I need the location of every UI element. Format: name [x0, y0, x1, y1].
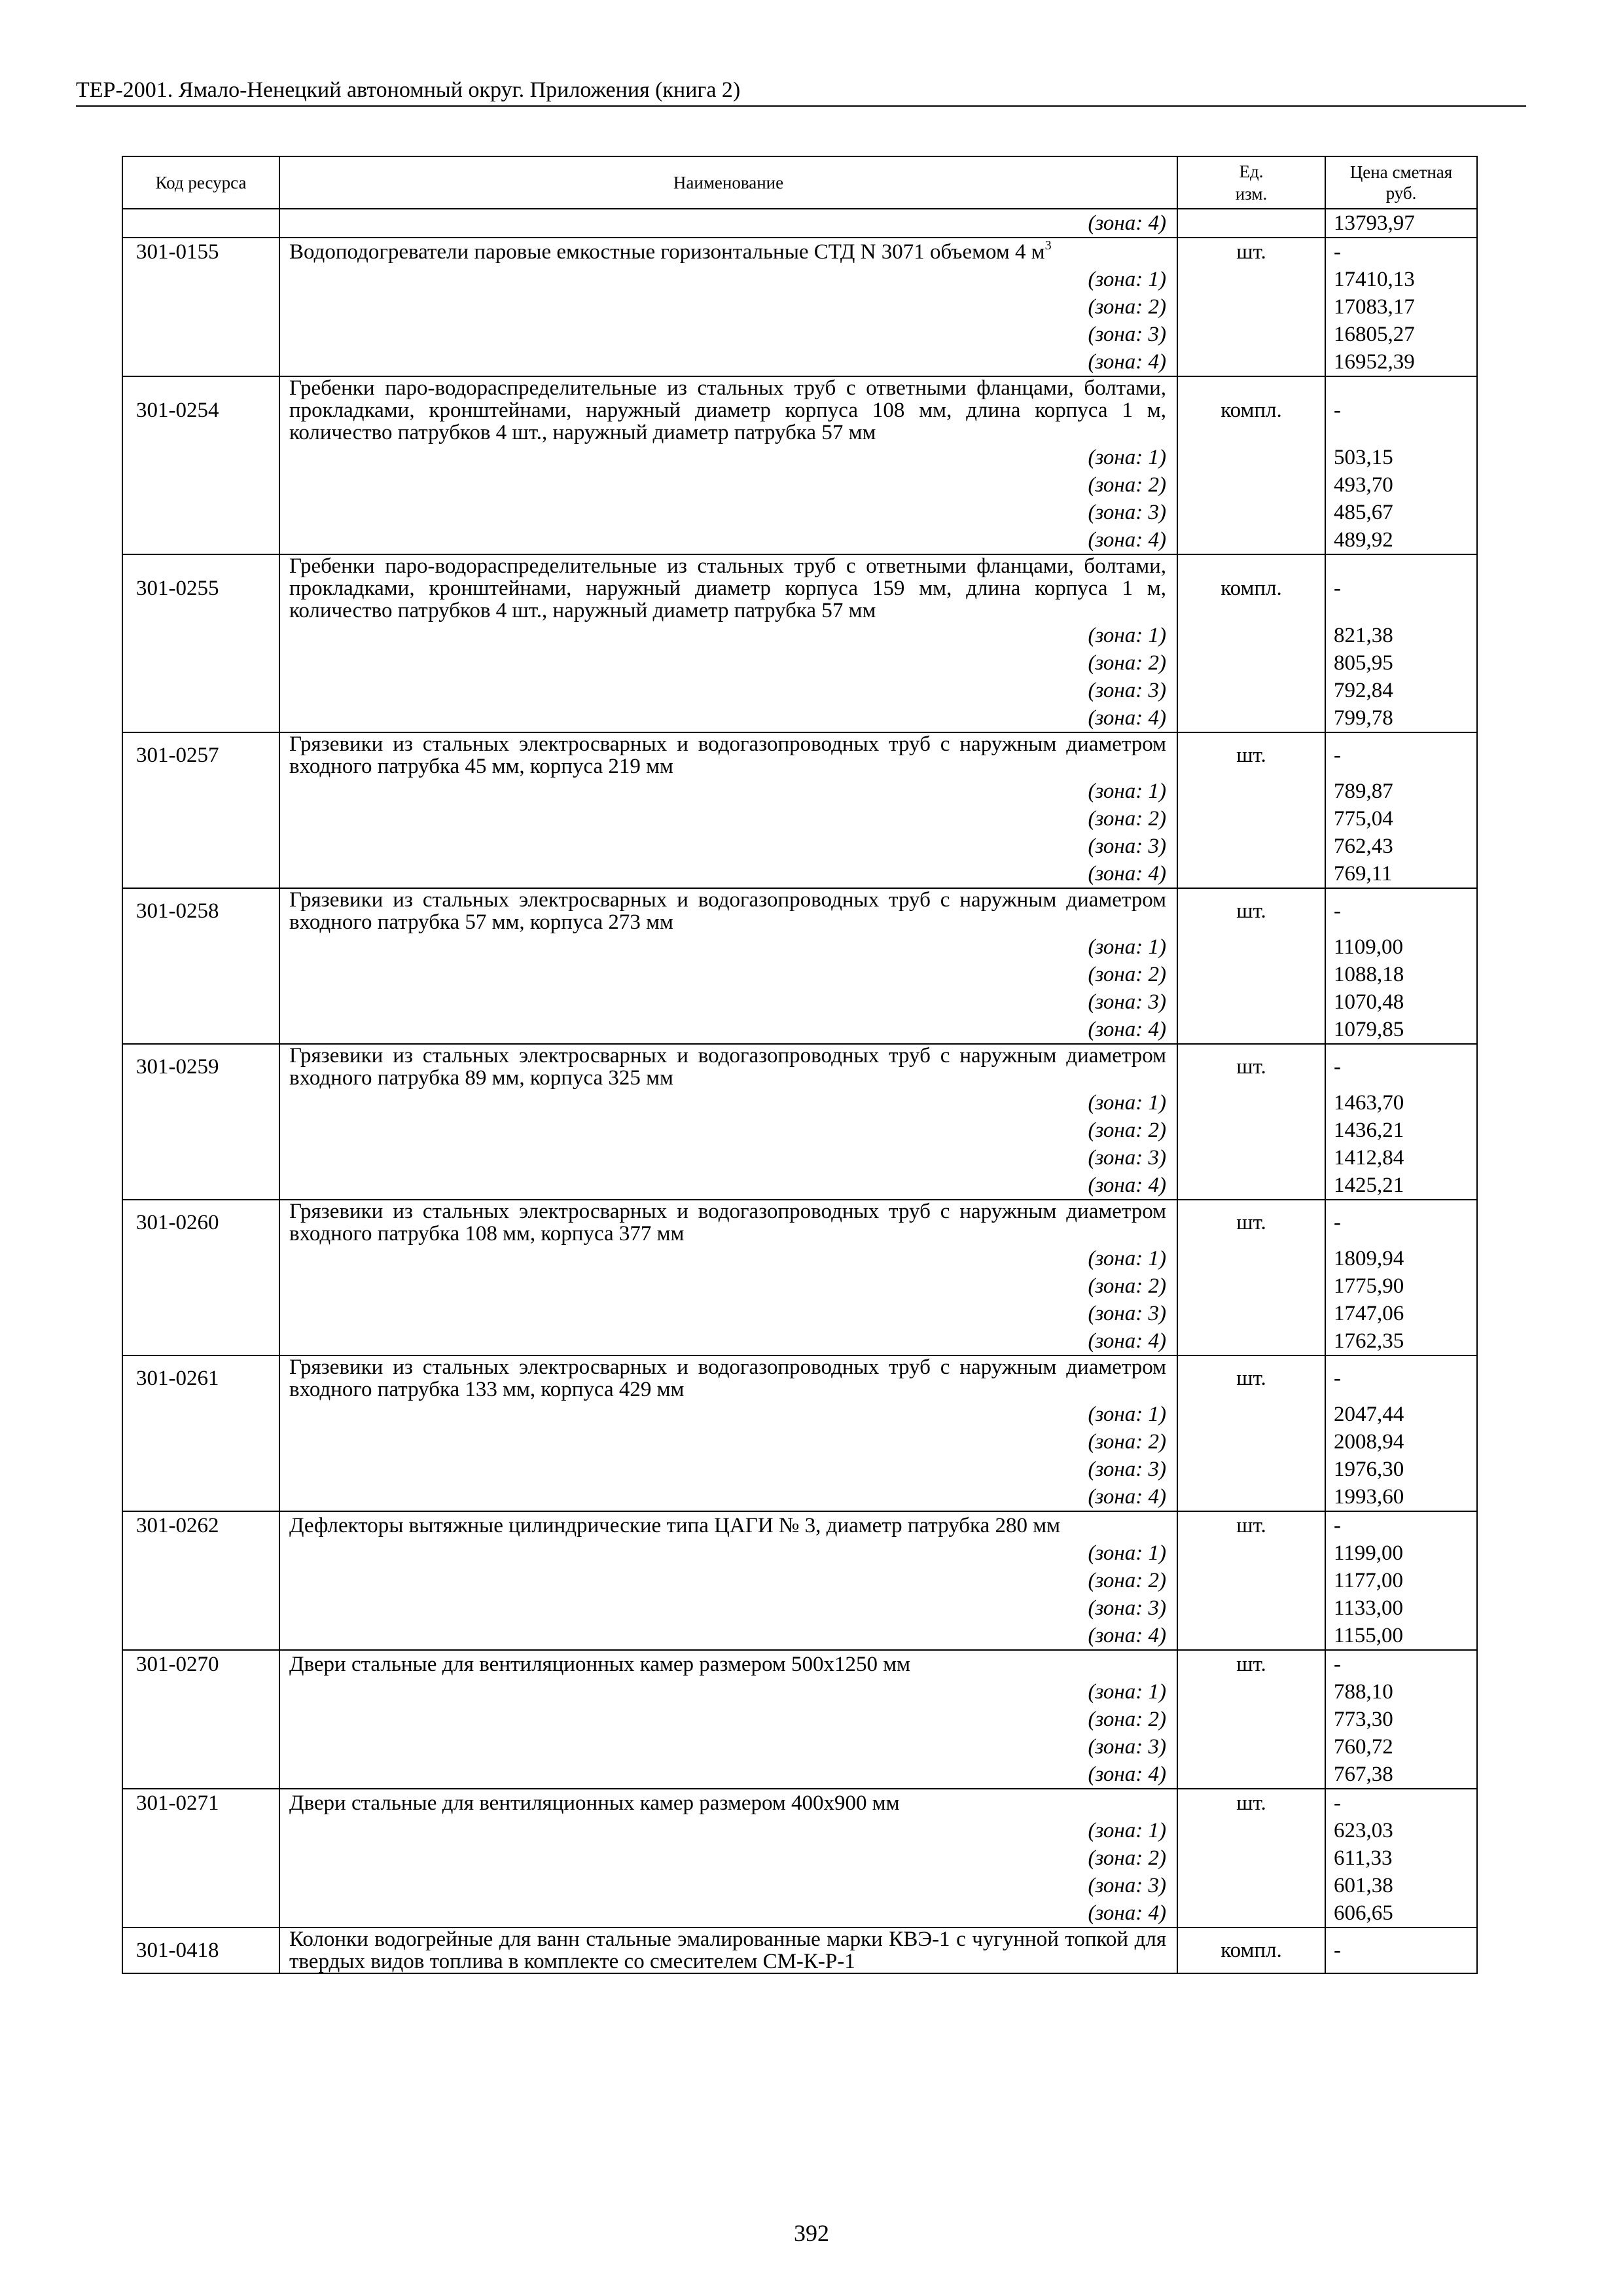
zone-row — [122, 1456, 1477, 1483]
table-row — [122, 888, 1477, 933]
table-row — [122, 1650, 1477, 1678]
item-name-text: Двери стальные для вентиляционных камер размером 400х900 мм — [289, 1791, 900, 1815]
column-header-unit — [1177, 156, 1325, 209]
zone-label: (зона: 2) — [279, 1272, 1177, 1300]
zone-price: 1155,00 — [1325, 1622, 1477, 1650]
price-table — [122, 156, 1478, 1974]
item-unit: компл. — [1177, 1928, 1325, 1973]
zone-label: (зона: 2) — [279, 471, 1177, 499]
item-code: 301-0418 — [122, 1928, 279, 1973]
zone-label: (зона: 3) — [279, 833, 1177, 860]
zone-label: (зона: 3) — [279, 1456, 1177, 1483]
column-header-unit-line1: Ед. — [1239, 162, 1264, 181]
zone-row — [122, 1622, 1477, 1650]
zone-label: (зона: 4) — [279, 1622, 1177, 1650]
item-unit: шт. — [1177, 1511, 1325, 1539]
zone-label: (зона: 2) — [279, 1428, 1177, 1456]
zone-row — [122, 1678, 1477, 1706]
zone-price: 503,15 — [1325, 444, 1477, 471]
zone-price: 1109,00 — [1325, 933, 1477, 961]
item-name-text: Водоподогреватели паровые емкостные горизонтальные СТД N 3071 объемом 4 м — [289, 240, 1045, 264]
zone-row — [122, 1594, 1477, 1622]
item-name-text: Гребенки паро-водораспределительные из стальных труб с ответными фланцами, болтами, прокладками, кронштейнами, наружный диаметр корпуса 159 мм, длина корпуса 1 м, количество патрубков 4 шт., наружный диаметр патрубка 57 мм — [289, 554, 1166, 622]
zone-label: (зона: 3) — [279, 1144, 1177, 1172]
zone-price: 17083,17 — [1325, 293, 1477, 321]
zone-row — [122, 1172, 1477, 1200]
running-title: ТЕР-2001. Ямало-Ненецкий автономный округ. Приложения (книга 2) — [76, 78, 741, 102]
zone-label: (зона: 1) — [279, 1089, 1177, 1117]
table-row — [122, 1511, 1477, 1539]
zone-price: 788,10 — [1325, 1678, 1477, 1706]
zone-row — [122, 1272, 1477, 1300]
zone-price: 767,38 — [1325, 1761, 1477, 1789]
item-name-text: Дефлекторы вытяжные цилиндрические типа ЦАГИ № 3, диаметр патрубка 280 мм — [289, 1514, 1060, 1537]
zone-price: 1133,00 — [1325, 1594, 1477, 1622]
item-name — [279, 888, 1177, 933]
item-code: 301-0259 — [122, 1044, 279, 1089]
zone-row — [122, 1899, 1477, 1928]
item-name-text: Грязевики из стальных электросварных и водогазопроводных труб с наружным диаметром входного патрубка 108 мм, корпуса 377 мм — [289, 1200, 1166, 1246]
zone-label: (зона: 3) — [279, 321, 1177, 348]
zone-price: 1199,00 — [1325, 1539, 1477, 1567]
zone-price: 1976,30 — [1325, 1456, 1477, 1483]
column-header-name: Наименование — [279, 156, 1177, 209]
zone-label: (зона: 2) — [279, 1706, 1177, 1733]
item-name — [279, 376, 1177, 444]
item-base-price: - — [1325, 732, 1477, 778]
item-code: 301-0258 — [122, 888, 279, 933]
item-base-price: - — [1325, 1789, 1477, 1817]
item-name — [279, 238, 1177, 266]
zone-price: 1747,06 — [1325, 1300, 1477, 1327]
zone-label: (зона: 3) — [279, 677, 1177, 704]
zone-price: 606,65 — [1325, 1899, 1477, 1928]
item-code: 301-0254 — [122, 376, 279, 444]
zone-price: 773,30 — [1325, 1706, 1477, 1733]
zone-row — [122, 778, 1477, 805]
item-base-price: - — [1325, 554, 1477, 622]
zone-price: 17410,13 — [1325, 266, 1477, 293]
zone-label: (зона: 4) — [279, 860, 1177, 888]
item-unit: шт. — [1177, 1044, 1325, 1089]
zone-price: 799,78 — [1325, 704, 1477, 732]
item-name — [279, 554, 1177, 622]
column-header-code: Код ресурса — [122, 156, 279, 209]
zone-row — [122, 266, 1477, 293]
table-header-row — [122, 156, 1477, 209]
item-name-text: Колонки водогрейные для ванн стальные эмалированные марки КВЭ-1 с чугунной топкой для твердых видов топлива в комплекте со смесителем СМ-К-Р-1 — [289, 1928, 1166, 1973]
item-base-price: - — [1325, 1511, 1477, 1539]
zone-row — [122, 1567, 1477, 1594]
zone-price: 1088,18 — [1325, 961, 1477, 988]
zone-row — [122, 1706, 1477, 1733]
zone-label: (зона: 2) — [279, 961, 1177, 988]
table-row — [122, 732, 1477, 778]
item-code: 301-0255 — [122, 554, 279, 622]
zone-row — [122, 1872, 1477, 1899]
table-row — [122, 1355, 1477, 1401]
zone-label: (зона: 4) — [279, 1761, 1177, 1789]
zone-row — [122, 293, 1477, 321]
item-unit: компл. — [1177, 554, 1325, 622]
zone-label: (зона: 2) — [279, 649, 1177, 677]
zone-row — [122, 1117, 1477, 1144]
zone-row — [122, 526, 1477, 554]
zone-row — [122, 988, 1477, 1016]
zone-price: 1425,21 — [1325, 1172, 1477, 1200]
zone-label: (зона: 2) — [279, 1117, 1177, 1144]
zone-row — [122, 444, 1477, 471]
item-unit: шт. — [1177, 1355, 1325, 1401]
zone-label: (зона: 2) — [279, 1844, 1177, 1872]
item-code: 301-0262 — [122, 1511, 279, 1539]
item-name-text: Гребенки паро-водораспределительные из стальных труб с ответными фланцами, болтами, прокладками, кронштейнами, наружный диаметр корпуса 108 мм, длина корпуса 1 м, количество патрубков 4 шт., наружный диаметр патрубка 57 мм — [289, 376, 1166, 444]
table-row — [122, 1928, 1477, 1973]
column-header-price-line1: Цена сметная — [1349, 162, 1453, 182]
item-base-price: - — [1325, 376, 1477, 444]
zone-price: 769,11 — [1325, 860, 1477, 888]
item-name — [279, 1511, 1177, 1539]
zone-row — [122, 649, 1477, 677]
zone-row — [122, 348, 1477, 376]
item-base-price: - — [1325, 1650, 1477, 1678]
zone-label: (зона: 3) — [279, 1872, 1177, 1899]
zone-price: 760,72 — [1325, 1733, 1477, 1761]
zone-label: (зона: 3) — [279, 1300, 1177, 1327]
zone-row — [122, 1327, 1477, 1355]
item-code: 301-0271 — [122, 1789, 279, 1817]
zone-row — [122, 677, 1477, 704]
zone-row — [122, 961, 1477, 988]
item-name-text: Грязевики из стальных электросварных и водогазопроводных труб с наружным диаметром входного патрубка 57 мм, корпуса 273 мм — [289, 888, 1166, 934]
zone-label: (зона: 1) — [279, 1817, 1177, 1844]
zone-price: 1079,85 — [1325, 1016, 1477, 1044]
zone-label: (зона: 3) — [279, 1594, 1177, 1622]
zone-row — [122, 1144, 1477, 1172]
zone-row — [122, 622, 1477, 649]
column-header-price — [1325, 156, 1477, 209]
column-header-unit-line2: изм. — [1235, 184, 1268, 204]
item-unit: шт. — [1177, 1650, 1325, 1678]
zone-row — [122, 1428, 1477, 1456]
zone-label: (зона: 1) — [279, 1401, 1177, 1428]
zone-price: 16805,27 — [1325, 321, 1477, 348]
zone-label: (зона: 3) — [279, 1733, 1177, 1761]
item-code: 301-0257 — [122, 732, 279, 778]
item-base-price: - — [1325, 238, 1477, 266]
zone-price: 623,03 — [1325, 1817, 1477, 1844]
item-base-price: - — [1325, 1928, 1477, 1973]
zone-row — [122, 860, 1477, 888]
zone-price: 2008,94 — [1325, 1428, 1477, 1456]
item-unit: шт. — [1177, 238, 1325, 266]
zone-price: 485,67 — [1325, 499, 1477, 526]
zone-row — [122, 499, 1477, 526]
zone-label: (зона: 4) — [279, 209, 1177, 238]
zone-row — [122, 1089, 1477, 1117]
item-unit: шт. — [1177, 888, 1325, 933]
zone-price: 493,70 — [1325, 471, 1477, 499]
zone-row — [122, 933, 1477, 961]
table-row — [122, 1200, 1477, 1245]
zone-label: (зона: 4) — [279, 526, 1177, 554]
zone-price: 1993,60 — [1325, 1483, 1477, 1511]
zone-price: 1177,00 — [1325, 1567, 1477, 1594]
zone-price: 805,95 — [1325, 649, 1477, 677]
item-name-text: Грязевики из стальных электросварных и водогазопроводных труб с наружным диаметром входного патрубка 89 мм, корпуса 325 мм — [289, 1044, 1166, 1090]
zone-price: 792,84 — [1325, 677, 1477, 704]
zone-label: (зона: 3) — [279, 988, 1177, 1016]
item-code: 301-0270 — [122, 1650, 279, 1678]
zone-label: (зона: 4) — [279, 1483, 1177, 1511]
zone-price: 16952,39 — [1325, 348, 1477, 376]
zone-price: 601,38 — [1325, 1872, 1477, 1899]
table-row — [122, 376, 1477, 444]
zone-price: 789,87 — [1325, 778, 1477, 805]
item-name-text: Грязевики из стальных электросварных и водогазопроводных труб с наружным диаметром входного патрубка 45 мм, корпуса 219 мм — [289, 732, 1166, 778]
item-unit: шт. — [1177, 1789, 1325, 1817]
zone-price: 1775,90 — [1325, 1272, 1477, 1300]
zone-price: 1463,70 — [1325, 1089, 1477, 1117]
zone-price: 2047,44 — [1325, 1401, 1477, 1428]
zone-label: (зона: 1) — [279, 778, 1177, 805]
continuation-row — [122, 209, 1477, 238]
zone-label: (зона: 1) — [279, 622, 1177, 649]
zone-row — [122, 704, 1477, 732]
item-code: 301-0260 — [122, 1200, 279, 1245]
zone-row — [122, 1817, 1477, 1844]
item-base-price: - — [1325, 888, 1477, 933]
item-code: 301-0155 — [122, 238, 279, 266]
zone-row — [122, 1761, 1477, 1789]
zone-price: 1809,94 — [1325, 1245, 1477, 1272]
item-unit: шт. — [1177, 1200, 1325, 1245]
zone-row — [122, 471, 1477, 499]
table-row — [122, 1789, 1477, 1817]
zone-price: 611,33 — [1325, 1844, 1477, 1872]
item-name — [279, 732, 1177, 778]
zone-row — [122, 1483, 1477, 1511]
item-name-text: Двери стальные для вентиляционных камер размером 500х1250 мм — [289, 1653, 911, 1676]
zone-label: (зона: 1) — [279, 266, 1177, 293]
table-row — [122, 238, 1477, 266]
zone-price: 13793,97 — [1325, 209, 1477, 238]
zone-label: (зона: 1) — [279, 933, 1177, 961]
zone-price: 1070,48 — [1325, 988, 1477, 1016]
zone-row — [122, 1844, 1477, 1872]
zone-label: (зона: 4) — [279, 1899, 1177, 1928]
item-code: 301-0261 — [122, 1355, 279, 1401]
zone-label: (зона: 1) — [279, 1245, 1177, 1272]
zone-row — [122, 1016, 1477, 1044]
zone-price: 1412,84 — [1325, 1144, 1477, 1172]
zone-label: (зона: 4) — [279, 704, 1177, 732]
item-name — [279, 1355, 1177, 1401]
zone-label: (зона: 1) — [279, 1539, 1177, 1567]
item-name — [279, 1928, 1177, 1973]
header-rule — [76, 105, 1526, 107]
zone-label: (зона: 4) — [279, 1016, 1177, 1044]
page-number: 392 — [794, 2220, 829, 2246]
table-row — [122, 1044, 1477, 1089]
item-name — [279, 1044, 1177, 1089]
item-unit: шт. — [1177, 732, 1325, 778]
zone-label: (зона: 2) — [279, 293, 1177, 321]
zone-price: 1762,35 — [1325, 1327, 1477, 1355]
table-row — [122, 554, 1477, 622]
zone-row — [122, 1401, 1477, 1428]
item-base-price: - — [1325, 1044, 1477, 1089]
item-name — [279, 1789, 1177, 1817]
zone-price: 821,38 — [1325, 622, 1477, 649]
zone-row — [122, 1539, 1477, 1567]
zone-price: 762,43 — [1325, 833, 1477, 860]
item-name-text: Грязевики из стальных электросварных и водогазопроводных труб с наружным диаметром входного патрубка 133 мм, корпуса 429 мм — [289, 1355, 1166, 1401]
zone-row — [122, 1733, 1477, 1761]
zone-label: (зона: 2) — [279, 1567, 1177, 1594]
item-base-price: - — [1325, 1355, 1477, 1401]
zone-row — [122, 805, 1477, 833]
zone-row — [122, 833, 1477, 860]
zone-label: (зона: 4) — [279, 348, 1177, 376]
item-base-price: - — [1325, 1200, 1477, 1245]
zone-price: 489,92 — [1325, 526, 1477, 554]
zone-row — [122, 1300, 1477, 1327]
zone-price: 1436,21 — [1325, 1117, 1477, 1144]
table-body — [122, 209, 1477, 1973]
column-header-price-line2: руб. — [1385, 183, 1417, 203]
item-name — [279, 1200, 1177, 1245]
zone-row — [122, 1245, 1477, 1272]
zone-label: (зона: 1) — [279, 1678, 1177, 1706]
zone-price: 775,04 — [1325, 805, 1477, 833]
zone-row — [122, 321, 1477, 348]
zone-label: (зона: 4) — [279, 1172, 1177, 1200]
item-unit: компл. — [1177, 376, 1325, 444]
zone-label: (зона: 1) — [279, 444, 1177, 471]
zone-label: (зона: 2) — [279, 805, 1177, 833]
zone-label: (зона: 4) — [279, 1327, 1177, 1355]
zone-label: (зона: 3) — [279, 499, 1177, 526]
item-name — [279, 1650, 1177, 1678]
item-name-superscript: 3 — [1044, 238, 1052, 253]
